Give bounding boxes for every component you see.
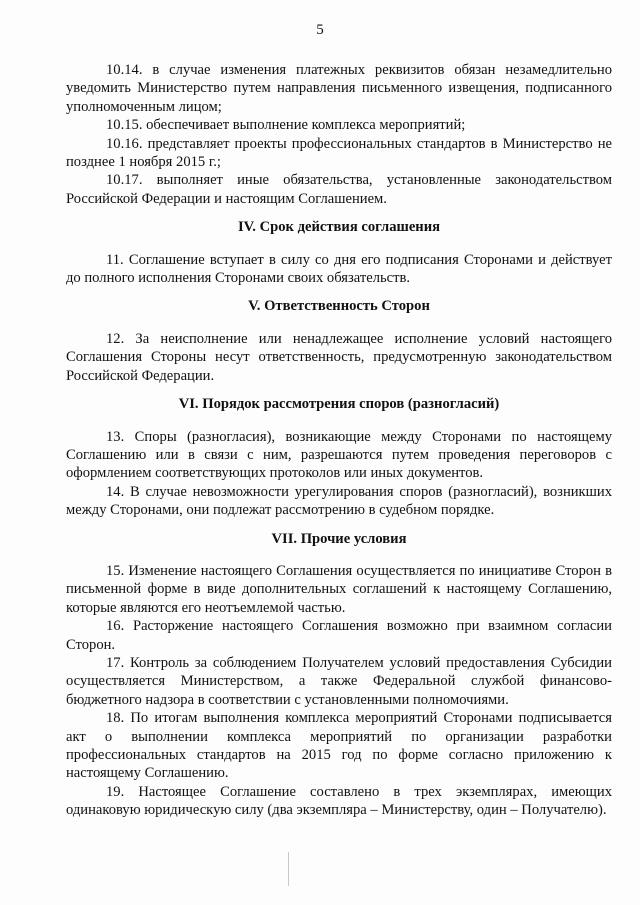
clause-16: 16. Расторжение настоящего Соглашения возможно при взаимном согласии Сторон.	[66, 618, 612, 653]
clause-18: 18. По итогам выполнения комплекса мероприятий Сторонами подписывается акт о выполнении комплекса мероприятий по организации разработки профессиональных стандартов на 2015 год по форме согласно приложению к настоящему Соглашению.	[66, 710, 612, 782]
scan-artifact-line	[288, 852, 289, 886]
clause-13: 13. Споры (разногласия), возникающие между Сторонами по настоящему Соглашению или в связи с ним, разрешаются путем проведения переговоров с оформлением соответствующих протоколов или иных документов.	[66, 428, 612, 482]
clause-10-16: 10.16. представляет проекты профессиональных стандартов в Министерство не позднее 1 ноября 2015 г.;	[66, 135, 612, 171]
clause-12: 12. За неисполнение или ненадлежащее исполнение условий настоящего Соглашения Стороны несут ответственность, предусмотренную законодательством Российской Федерации.	[66, 330, 612, 384]
clause-17: 17. Контроль за соблюдением Получателем условий предоставления Субсидии осуществляется Министерством, а также Федеральной службой финансово-бюджетного надзора в соответствии с установленными полномочиями.	[66, 654, 612, 708]
section-heading-iv: IV. Срок действия соглашения	[237, 219, 441, 236]
clause-10-14: 10.14. в случае изменения платежных реквизитов обязан незамедлительно уведомить Министерство путем направления письменного извещения, подписанного уполномоченным лицом;	[66, 62, 612, 115]
clause-10-15: 10.15. обеспечивает выполнение комплекса мероприятий;	[106, 117, 466, 134]
clause-10-17: 10.17. выполняет иные обязательства, установленные законодательством Российской Федерации и настоящим Соглашением.	[66, 172, 612, 207]
clause-19: 19. Настоящее Соглашение составлено в трех экземплярах, имеющих одинаковую юридическую силу (два экземпляра – Министерству, один – Получателю).	[66, 783, 612, 819]
section-heading-vi: VI. Порядок рассмотрения споров (разногласий)	[178, 396, 500, 413]
clause-15: 15. Изменение настоящего Соглашения осуществляется по инициативе Сторон в письменной форме в виде дополнительных соглашений к настоящему Соглашению, которые являются его неотъемлемой частью.	[66, 562, 612, 616]
section-heading-v: V. Ответственность Сторон	[248, 298, 430, 315]
clause-11: 11. Соглашение вступает в силу со дня его подписания Сторонами и действует до полного исполнения Сторонами своих обязательств.	[66, 251, 612, 287]
section-heading-vii: VII. Прочие условия	[271, 530, 407, 547]
clause-14: 14. В случае невозможности урегулирования споров (разногласий), возникших между Сторонами, они подлежат рассмотрению в судебном порядке.	[66, 483, 612, 519]
page-number: 5	[316, 22, 324, 38]
document-body	[66, 61, 612, 820]
